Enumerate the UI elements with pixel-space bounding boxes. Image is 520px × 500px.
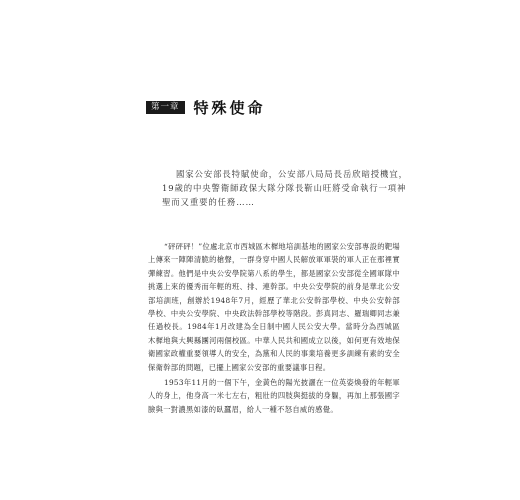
body-paragraph-2: 1953年11月的一個下午，金黃色的陽光披灑在一位英姿煥發的年輕軍人的身上，他身高一米七左右，粗壯的四肢與挺拔的身軀，再加上那張國字臉與一對濃黑如漆的臥蠶眉，給人一種不怒自威的感覺。 [148, 378, 400, 414]
body-paragraph-1: “砰砰砰！”位處北京市西城區木樨地培訓基地的國家公安部專設的靶場上傳來一陣陣清脆的槍聲，一群身穿中國人民解放軍軍裝的軍人正在那裡實彈練習。他們是中央公安學院第八系的學生，都是國家公安部從全國軍隊中挑選上來的優秀而年輕的班、排、連幹部。中央公安學院的前身是華北公安部培訓班，創辦於1948年7月，經歷了華北公安幹部學校、中央公安幹部學校、中央公安學院、中央政法幹部學校等階段。彭真同志、羅瑞卿同志兼任過校長。1984年1月改建為全日制中國人民公安大學。當時分為西城區木樨地與大興縣團河兩個校區。中華人民共和國成立以後，如何更有效地保衛國家政權重要領導人的安全，為黨和人民的事業培養更多訓練有素的安全保衛幹部的問題，已擺上國家公安部的重要議事日程。 [148, 242, 400, 372]
chapter-lead [162, 167, 412, 209]
chapter-number-badge: 第一章 [146, 101, 185, 114]
lead-paragraph: 國家公安部長特賦使命，公安部八局局長岳欣暗授機宜，19歲的中央警衛師政保大隊分隊長靳山旺將受命執行一項神聖而又重要的任務…… [162, 169, 408, 207]
chapter-heading [146, 97, 266, 118]
body-text [148, 240, 400, 418]
chapter-title: 特殊使命 [193, 99, 266, 117]
